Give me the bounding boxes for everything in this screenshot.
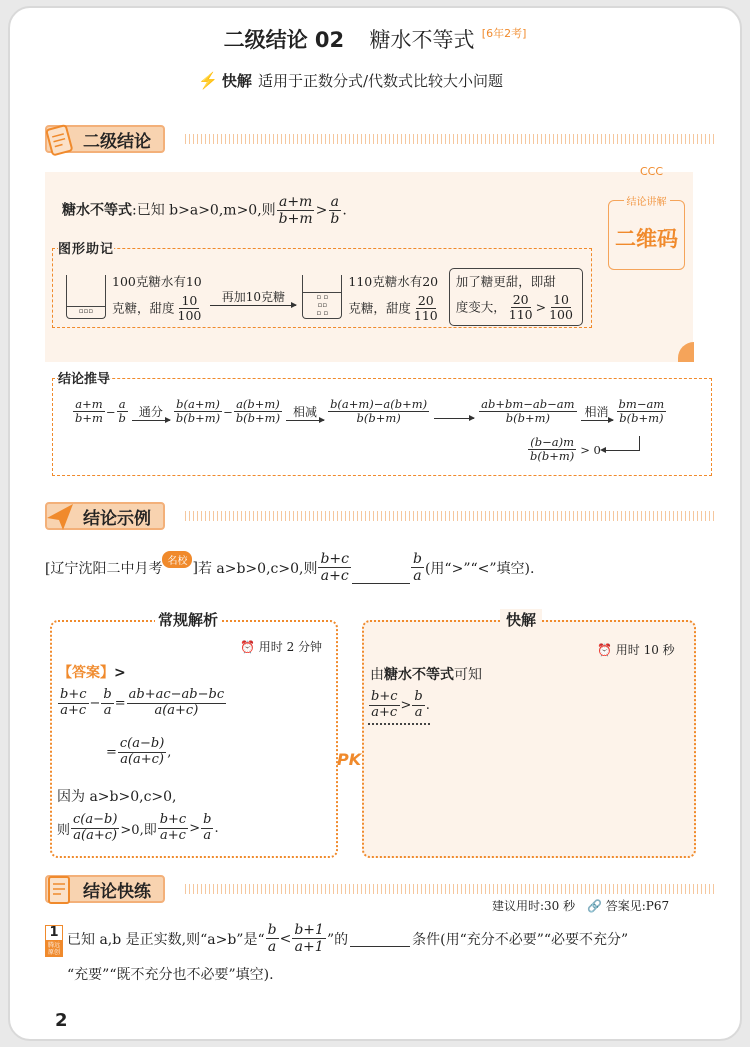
- step-label: 相消: [584, 404, 609, 419]
- memo-content: [66, 268, 583, 326]
- punct: ,: [167, 744, 172, 760]
- frac-num: (b−a)m: [530, 435, 574, 449]
- text: 已知 a,b 是正实数,则“a>b”是“: [67, 931, 265, 948]
- frac-num: a: [118, 397, 126, 411]
- frac-den: a(a+c): [120, 751, 165, 767]
- quick-desc: 适用于正数分式/代数式比较大小问题: [257, 72, 503, 90]
- alarm-clock-icon: ⏰: [597, 643, 612, 657]
- frac-den: b(b+m): [619, 411, 664, 426]
- quick-tip: [198, 70, 503, 91]
- frac-den: a+c: [371, 704, 398, 720]
- text: 可知: [454, 667, 482, 683]
- frac-num: b: [267, 922, 277, 938]
- example-question: [45, 551, 534, 584]
- famous-school-badge: 名校: [162, 551, 192, 568]
- question-text: 若 a>b>0,c>0,则: [197, 560, 318, 577]
- answer-blank[interactable]: [352, 570, 410, 584]
- source: [辽宁沈阳二中月考: [45, 560, 163, 577]
- regular-line1: [57, 688, 227, 719]
- op: >: [315, 202, 328, 219]
- memo-title: 图形助记: [58, 238, 114, 257]
- frac-den: a+c: [60, 702, 87, 718]
- frac-den: 110: [413, 308, 438, 324]
- text: 由: [370, 667, 384, 683]
- frac-den: a: [267, 939, 277, 956]
- beaker-icon: ▫▫▫: [66, 275, 106, 319]
- frac-num: b: [413, 551, 422, 567]
- return-arrow-line: [639, 436, 640, 451]
- question-number: [45, 925, 63, 957]
- pk-label: PK: [337, 750, 362, 769]
- frac-den: b+m: [278, 211, 313, 228]
- exercise-question: [67, 922, 628, 955]
- regular-line2: [106, 737, 171, 768]
- frac-num: a+m: [278, 194, 313, 210]
- frac-den: b(b+m): [235, 411, 281, 426]
- section-header-example: [45, 500, 165, 532]
- divider: [185, 511, 715, 521]
- frac-num: c(a−b): [119, 736, 165, 751]
- frac-den: b(b+m): [175, 411, 221, 426]
- section-title: 结论快练: [83, 881, 151, 902]
- memo-text: 加了糖更甜，即甜: [455, 274, 556, 289]
- frac-den: b(b+m): [505, 411, 550, 426]
- frac-num: b: [103, 687, 112, 702]
- suggested-time: 建议用时:30 秒: [492, 899, 576, 913]
- qr-placeholder: 二维码: [615, 227, 678, 251]
- frac-den: a+1: [294, 939, 324, 956]
- statement-label: 糖水不等式: [62, 202, 132, 219]
- frac-den: a(a+c): [154, 702, 199, 718]
- frac-num: 10: [181, 293, 198, 308]
- quick-time: [597, 641, 675, 658]
- frac-num: 10: [553, 292, 569, 307]
- memo-text: 克糖，甜度: [112, 300, 175, 316]
- frac-den: b+m: [75, 411, 103, 426]
- conclusion-statement: [62, 194, 347, 227]
- frac-num: b+c: [159, 812, 187, 827]
- title-number: 二级结论 02: [223, 28, 345, 52]
- frac-num: a: [330, 194, 340, 210]
- frac-den: a: [203, 827, 212, 843]
- derivation-title: 结论推导: [58, 368, 110, 387]
- answer-blank[interactable]: [350, 931, 410, 947]
- time-text: 用时 2 分钟: [258, 640, 323, 654]
- op: >: [535, 299, 547, 315]
- step-label: 通分: [138, 404, 163, 419]
- frac-num: a(b+m): [236, 397, 280, 411]
- scroll-icon: [43, 121, 77, 157]
- frac-num: b: [203, 812, 212, 827]
- section-title: 结论示例: [83, 508, 151, 529]
- frac-den: b(b+m): [530, 449, 575, 464]
- frac-num: ab+bm−ab−am: [481, 397, 575, 411]
- notepad-icon: [43, 871, 77, 907]
- regular-answer: [58, 662, 126, 682]
- section-header-practice: [45, 873, 165, 905]
- alarm-clock-icon: ⏰: [240, 640, 255, 654]
- link-icon: 🔗: [586, 899, 602, 913]
- quick-line1: [370, 664, 482, 684]
- regular-line4: [57, 813, 219, 844]
- regular-line3: 因为 a>b>0,c>0,: [57, 789, 177, 805]
- exercise-line2: “充要”“既不充分也不必要”填空).: [67, 967, 274, 983]
- frac-den: 100: [549, 307, 573, 323]
- frac-den: a+c: [159, 827, 186, 843]
- answer-label: 【答案】: [58, 665, 114, 681]
- text: 则: [57, 822, 71, 838]
- quick-line2: [368, 690, 430, 725]
- frac-num: b: [414, 689, 423, 704]
- result: > 0: [580, 442, 601, 457]
- memo-text: 110克糖水有20: [348, 274, 439, 289]
- frac-num: b+1: [294, 922, 324, 938]
- lightning-icon: ⚡: [198, 71, 218, 90]
- ccc-decoration: CCC: [640, 165, 664, 178]
- source: ]: [192, 559, 198, 576]
- memo-text: 度变大，: [455, 299, 506, 315]
- return-arrow: [606, 450, 640, 451]
- frac-den: a(a+c): [73, 827, 118, 843]
- step-label: 相减: [293, 404, 318, 419]
- frac-num: a+m: [75, 397, 103, 411]
- derivation-steps: [72, 398, 667, 425]
- punct: .: [425, 697, 430, 713]
- frac-num: b+c: [371, 689, 398, 704]
- frac-den: a: [414, 704, 423, 720]
- memo-note: [449, 268, 583, 326]
- exam-frequency: [6年2考]: [481, 27, 527, 40]
- memo-text: 克糖，甜度: [348, 300, 411, 316]
- frac-den: a: [413, 568, 422, 585]
- op: >: [189, 820, 201, 836]
- frac-den: a+c: [320, 568, 349, 585]
- quick-label: 快解: [221, 72, 252, 90]
- frac-num: b(a+m)−a(b+m): [330, 397, 428, 411]
- number: 1: [45, 925, 63, 941]
- frac-den: b: [118, 411, 126, 426]
- frac-den: a: [103, 702, 112, 718]
- op: −: [223, 404, 233, 419]
- time-text: 用时 10 秒: [615, 643, 675, 657]
- divider: [185, 884, 715, 894]
- beaker-icon: ▫ ▫ ▫▫ ▫ ▫: [302, 275, 342, 319]
- regular-title: 常规解析: [155, 609, 221, 630]
- paper-plane-icon: [43, 498, 77, 534]
- section-title: 二级结论: [83, 131, 151, 152]
- regular-time: [240, 638, 322, 655]
- frac-den: 100: [177, 308, 202, 324]
- statement-text: :已知 b>a>0,m>0,则: [132, 202, 276, 219]
- practice-info: [492, 897, 669, 914]
- op: >: [400, 697, 412, 713]
- derivation-box: [52, 378, 712, 476]
- section-header-conclusion: [45, 123, 165, 155]
- frac-den: 110: [508, 307, 533, 323]
- frac-num: b+c: [320, 551, 349, 567]
- original-tag: 腾远原创: [45, 941, 63, 957]
- memo-text: 100克糖水有10: [112, 274, 202, 289]
- quick-title: 快解: [500, 609, 542, 630]
- divider: [185, 134, 715, 144]
- frac-num: b+c: [60, 687, 87, 702]
- op: =: [114, 695, 126, 711]
- text: 条件(用“充分不必要”“必要不充分”: [412, 931, 629, 948]
- text: 糖水不等式: [384, 667, 454, 683]
- arrow-head: [600, 447, 606, 453]
- answer-value: >: [114, 665, 126, 681]
- frac-num: bm−am: [618, 397, 665, 411]
- page-number: 2: [55, 1010, 68, 1031]
- qr-code-box[interactable]: [608, 197, 685, 270]
- frac-num: b(a+m): [176, 397, 220, 411]
- memo-arrow: [210, 288, 296, 306]
- op: −: [105, 404, 116, 419]
- frac-den: b(b+m): [356, 411, 401, 426]
- answer-reference[interactable]: 答案见:P67: [605, 899, 670, 913]
- frac-den: b: [330, 211, 340, 228]
- frac-num: 20: [512, 292, 529, 307]
- frac-num: ab+ac−ab−bc: [128, 687, 225, 702]
- frac-num: c(a−b): [73, 812, 118, 827]
- op: =: [106, 744, 117, 760]
- op: −: [89, 695, 101, 711]
- text: >0,即: [120, 822, 157, 838]
- punct: .: [342, 202, 347, 219]
- punct: .: [214, 820, 219, 836]
- op: <: [279, 930, 292, 947]
- question-text: (用“>”“<”填空).: [424, 560, 535, 577]
- arrow-label: 再加10克糖: [221, 289, 286, 304]
- title-name: 糖水不等式: [369, 28, 475, 52]
- frac-num: 20: [417, 293, 434, 308]
- text: ”的: [326, 931, 349, 948]
- derivation-result: [527, 436, 601, 463]
- qr-label: 结论讲解: [624, 197, 670, 208]
- page-title: [0, 24, 750, 54]
